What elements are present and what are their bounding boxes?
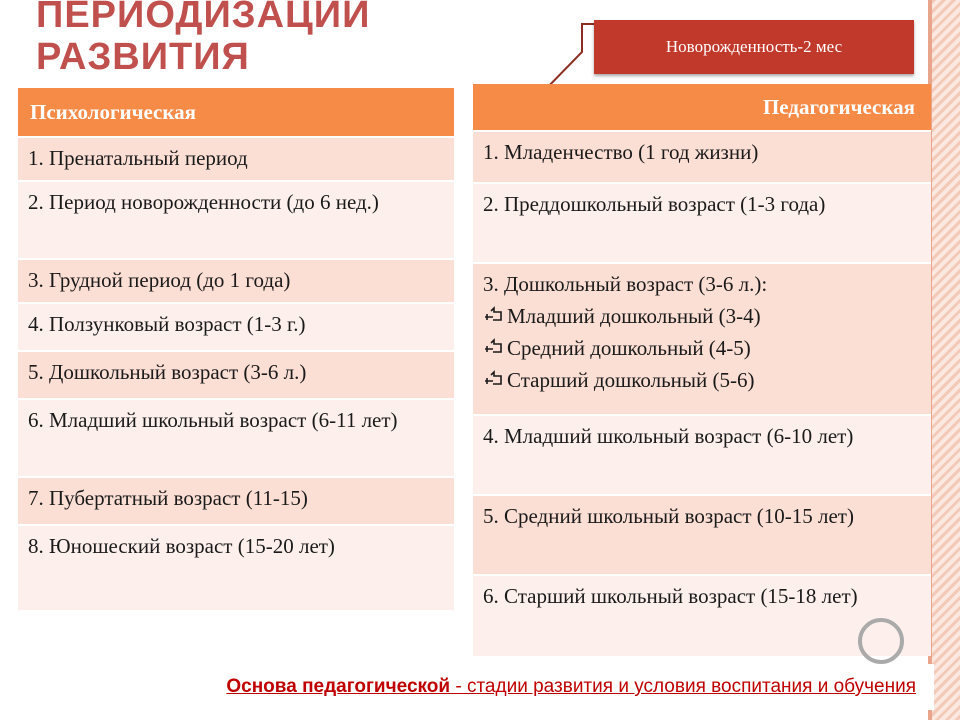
- arrow-bullet-icon: [483, 370, 505, 390]
- ped-row-5: [473, 494, 931, 574]
- psych-row-2: [18, 180, 454, 258]
- psych-row-8: [18, 524, 454, 610]
- ped-row-text: 4. Младший школьный возраст (6-10 лет): [483, 424, 854, 448]
- psych-row-1: [18, 136, 454, 180]
- slide-title-line-1: ПЕРИОДИЗАЦИИ: [36, 0, 371, 36]
- ped-row-4: [473, 414, 931, 494]
- preschool-sub-item-1: [483, 300, 921, 332]
- psychological-header: [18, 88, 454, 136]
- pedagogical-header: [473, 84, 931, 130]
- pedagogical-column: [473, 84, 931, 656]
- footer-text: [226, 676, 916, 698]
- psychological-header-label: Психологическая: [30, 99, 196, 124]
- ped-row-text: 2. Преддошкольный возраст (1-3 года): [483, 192, 826, 216]
- preschool-sub-label: Средний дошкольный (4-5): [507, 336, 751, 360]
- pedagogical-header-label: Педагогическая: [762, 94, 915, 119]
- psych-row-text: 4. Ползунковый возраст (1-3 г.): [28, 312, 306, 336]
- psych-row-text: 8. Юношеский возраст (15-20 лет): [28, 534, 335, 558]
- callout-text: Новорожденность-2 мес: [665, 37, 843, 56]
- newborn-callout: [594, 20, 914, 74]
- arrow-bullet-icon: [483, 338, 505, 358]
- psych-row-3: [18, 258, 454, 302]
- psych-row-7: [18, 476, 454, 524]
- ped-row-2: [473, 182, 931, 262]
- footer-bold-text: Основа педагогической: [226, 676, 451, 697]
- partial-circle-decoration: [858, 618, 904, 664]
- psych-row-text: 7. Пубертатный возраст (11-15): [28, 486, 308, 510]
- psych-row-5: [18, 350, 454, 398]
- footer-rest-text: - стадии развития и условия воспитания и обучения: [450, 676, 916, 697]
- ped-row-text: 3. Дошкольный возраст (3-6 л.):: [483, 272, 768, 296]
- arrow-bullet-icon: [483, 306, 505, 326]
- slide-title: [36, 0, 370, 78]
- ped-row-1: [473, 130, 931, 182]
- preschool-sub-label: Младший дошкольный (3-4): [507, 304, 761, 328]
- psych-row-text: 3. Грудной период (до 1 года): [28, 268, 291, 292]
- footer-note: [0, 664, 934, 710]
- preschool-sub-item-2: [483, 332, 921, 364]
- psych-row-6: [18, 398, 454, 476]
- psych-row-text: 2. Период новорожденности (до 6 нед.): [28, 190, 379, 214]
- preschool-sub-label: Старший дошкольный (5-6): [507, 368, 755, 392]
- slide-title-line-2: РАЗВИТИЯ: [36, 36, 250, 78]
- edge-stripe-decoration: [932, 0, 960, 720]
- preschool-sub-item-3: [483, 364, 921, 396]
- psychological-column: [18, 88, 454, 610]
- ped-row-text: 1. Младенчество (1 год жизни): [483, 140, 759, 164]
- psych-row-4: [18, 302, 454, 350]
- psych-row-text: 1. Пренатальный период: [28, 146, 248, 170]
- psych-row-text: 5. Дошкольный возраст (3-6 л.): [28, 360, 307, 384]
- ped-row-3: [473, 262, 931, 414]
- ped-row-text: 6. Старший школьный возраст (15-18 лет): [483, 584, 858, 608]
- psych-row-text: 6. Младший школьный возраст (6-11 лет): [28, 408, 398, 432]
- ped-row-text: 5. Средний школьный возраст (10-15 лет): [483, 504, 854, 528]
